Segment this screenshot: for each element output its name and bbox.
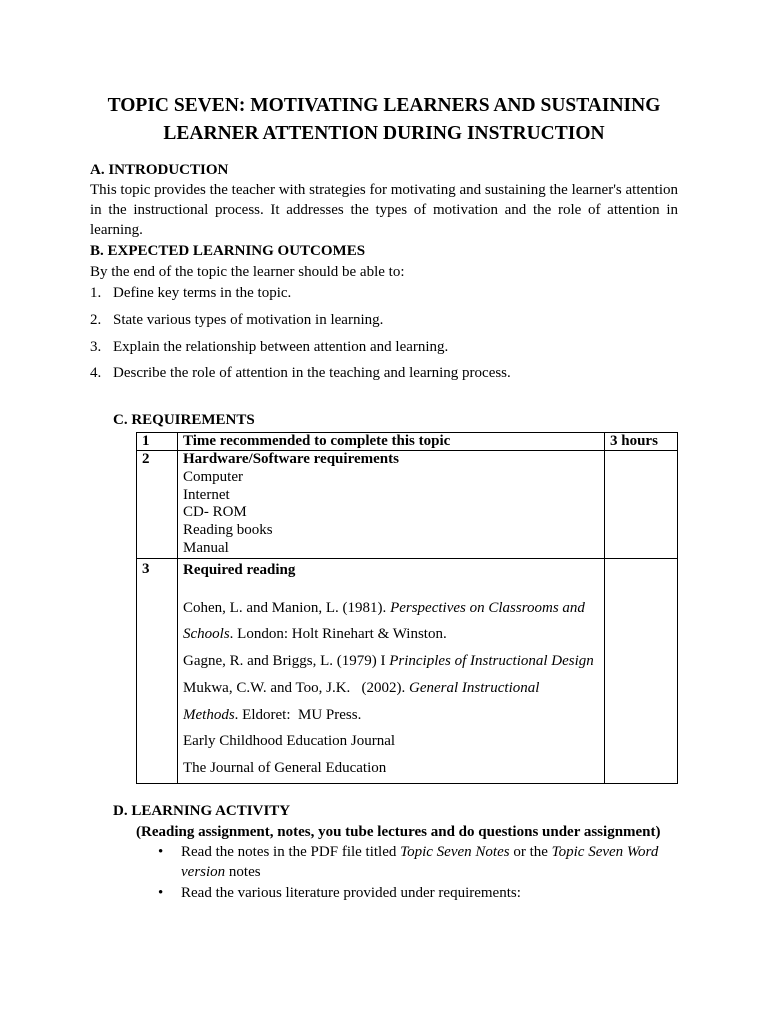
table-row — [137, 451, 678, 559]
title-line-1: TOPIC SEVEN: MOTIVATING LEARNERS AND SUSTAINING — [107, 95, 661, 116]
requirement-item: CD- ROM — [183, 504, 247, 521]
row-number: 1 — [137, 433, 178, 451]
bullet-icon: • — [158, 885, 164, 901]
reference-item — [183, 675, 599, 728]
outcome-number: 2. — [90, 312, 102, 328]
outcome-text: Explain the relationship between attention and learning. — [113, 339, 449, 355]
reference-title: Perspectives on Classrooms and — [390, 599, 585, 616]
hardware-requirements-label: Hardware/Software requirements — [183, 451, 399, 467]
table-row — [137, 433, 678, 451]
reference-item: The Journal of General Education — [183, 760, 387, 776]
bullet-text: Read the notes in the PDF file titled — [181, 844, 401, 860]
file-title: version — [181, 864, 226, 880]
row-number: 3 — [137, 558, 178, 783]
page-title — [60, 92, 708, 148]
requirement-item: Manual — [183, 539, 229, 556]
outcome-text: Describe the role of attention in the teaching and learning process. — [113, 365, 511, 381]
learning-activity-heading: D. LEARNING ACTIVITY — [113, 803, 291, 819]
outcome-item — [90, 337, 448, 357]
outcomes-heading: B. EXPECTED LEARNING OUTCOMES — [90, 243, 366, 259]
bullet-icon: • — [158, 844, 164, 860]
row-number: 2 — [137, 451, 178, 559]
bullet-text: notes — [225, 864, 261, 880]
reference-title: Methods — [183, 706, 235, 723]
outcome-text: Define key terms in the topic. — [113, 285, 292, 301]
requirements-table — [136, 432, 678, 784]
empty-cell — [605, 451, 678, 559]
introduction-text: This topic provides the teacher with strategies for motivating and sustaining the learner's attention in the instructional process. It addresses the types of motivation and the role of attention in learning. — [90, 182, 678, 238]
required-reading-cell — [178, 558, 605, 783]
requirements-heading: C. REQUIREMENTS — [113, 412, 255, 428]
time-recommended-value: 3 hours — [605, 433, 678, 451]
reference-text: . Eldoret: MU Press. — [234, 706, 362, 723]
reference-item — [183, 648, 599, 675]
reference-title: Principles of Instructional Design — [389, 653, 594, 670]
hardware-requirements-cell — [178, 451, 605, 559]
requirement-item: Computer — [183, 468, 243, 485]
reference-text: Cohen, L. and Manion, L. (1981). — [183, 599, 391, 616]
title-line-2: LEARNER ATTENTION DURING INSTRUCTION — [163, 123, 605, 144]
requirement-item: Internet — [183, 486, 230, 503]
file-title: Topic Seven Word — [551, 844, 659, 860]
outcome-number: 4. — [90, 365, 102, 381]
outcome-item — [90, 310, 383, 330]
requirement-item: Reading books — [183, 522, 273, 539]
reference-text: Mukwa, C.W. and Too, J.K. (2002). — [183, 679, 410, 696]
outcome-item — [90, 283, 291, 303]
outcome-item — [90, 363, 511, 383]
outcome-text: State various types of motivation in learning. — [113, 312, 384, 328]
reference-title: General Instructional — [409, 679, 540, 696]
bullet-text: or the — [509, 844, 552, 860]
reference-title: Schools — [183, 626, 230, 643]
reference-text: Gagne, R. and Briggs, L. (1979) I — [183, 653, 390, 670]
reference-item: Early Childhood Education Journal — [183, 733, 396, 750]
required-reading-label: Required reading — [183, 561, 296, 578]
outcomes-lead: By the end of the topic the learner should be able to: — [90, 264, 405, 280]
time-recommended-label: Time recommended to complete this topic — [178, 433, 605, 451]
table-row — [137, 558, 678, 783]
outcome-number: 1. — [90, 285, 102, 301]
bullet-item: Read the various literature provided under requirements: — [181, 885, 521, 901]
reference-item — [183, 595, 599, 648]
empty-cell — [605, 558, 678, 783]
bullet-item — [181, 842, 681, 882]
learning-activity-subheading: (Reading assignment, notes, you tube lectures and do questions under assignment) — [136, 824, 661, 840]
reference-text: . London: Holt Rinehart & Winston. — [229, 626, 447, 643]
outcome-number: 3. — [90, 339, 102, 355]
file-title: Topic Seven Notes — [400, 844, 510, 860]
introduction-heading: A. INTRODUCTION — [90, 162, 229, 178]
